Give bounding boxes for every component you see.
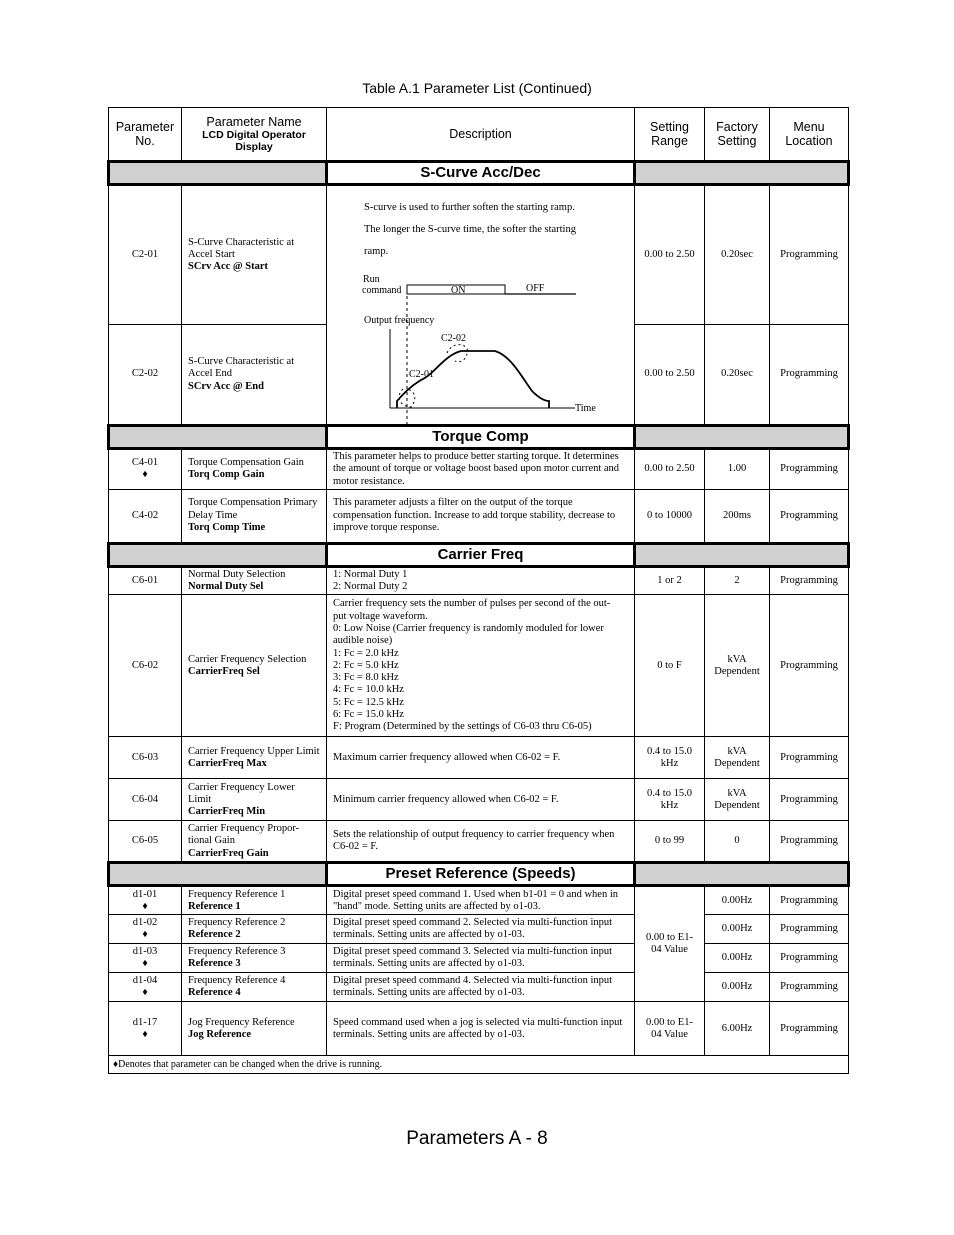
menu-location: Programming — [770, 595, 849, 737]
factory-setting: 0.00Hz — [705, 915, 770, 944]
section-row-torque — [109, 426, 849, 449]
param-no: d1-03 ♦ — [109, 944, 182, 973]
scurve-diagram-cell: S-curve is used to further soften the starting ramp. The longer the S-curve time, the softer the starting ramp. Run command ON OFF Output frequency Time C2-02 C2-01 — [327, 185, 635, 426]
menu-location: Programming — [770, 821, 849, 863]
description: This parameter adjusts a filter on the output of the torque compensation function. Increase to add torque stability, decrease to improve torque response. — [327, 489, 635, 543]
header-param-name-sub: LCD Digital Operator Display — [202, 129, 306, 153]
section-title-carrier: Carrier Freq — [327, 543, 635, 566]
param-display: Jog Reference — [188, 1028, 252, 1040]
param-display: CarrierFreq Max — [188, 757, 267, 769]
description: Digital preset speed command 2. Selected via multi-function input terminals. Setting units are affected by o1-03. — [327, 915, 635, 944]
menu-location: Programming — [770, 566, 849, 595]
menu-location: Programming — [770, 944, 849, 973]
table-row — [109, 944, 849, 973]
menu-location: Programming — [770, 489, 849, 543]
description: 1: Normal Duty 1 2: Normal Duty 2 — [327, 566, 635, 595]
header-setting-range: Setting Range — [635, 108, 705, 162]
param-no: C6-02 — [109, 595, 182, 737]
run-change-mark: ♦ — [142, 900, 148, 912]
header-row — [109, 108, 849, 162]
factory-setting: 0.00Hz — [705, 944, 770, 973]
param-no: d1-02 ♦ — [109, 915, 182, 944]
param-name: Normal Duty Selection Normal Duty Sel — [182, 566, 327, 595]
param-display: Torq Comp Time — [188, 522, 266, 534]
page-footer: Parameters A - 8 — [406, 1128, 548, 1149]
menu-location: Programming — [770, 185, 849, 325]
section-row-preset — [109, 863, 849, 886]
setting-range: 0 to F — [635, 595, 705, 737]
param-no: C6-05 — [109, 821, 182, 863]
diagram-run-label: Run — [363, 274, 380, 285]
description: Carrier frequency sets the number of pulses per second of the out- put voltage waveform. 0: Low Noise (Carrier frequency is randomly moduled for lower audible noise) 1: Fc = 2.0 kHz 2: Fc = 5.0 kHz 3: Fc = 8.0 kHz 4: Fc = 10.0 kHz 5: Fc = 12.5 kHz 6: Fc = 15.0 kHz F: Program (Determined by the settings of C6-03 thru C6-05) — [327, 595, 635, 737]
diagram-on-label: ON — [451, 285, 466, 296]
footnote: ♦Denotes that parameter can be changed when the drive is running. — [109, 1056, 849, 1074]
param-no: d1-04 ♦ — [109, 973, 182, 1002]
description: This parameter helps to produce better starting torque. It determines the amount of torque or voltage boost based upon motor current and motor resistance. — [327, 449, 635, 490]
factory-setting: 0 — [705, 821, 770, 863]
menu-location: Programming — [770, 325, 849, 426]
diagram-c2-02-label: C2-02 — [441, 333, 466, 344]
param-name: S-Curve Characteristic at Accel Start SCrv Acc @ Start — [182, 185, 327, 325]
header-param-name-label: Parameter Name — [206, 115, 302, 129]
param-name: Carrier Frequency Selection CarrierFreq Sel — [182, 595, 327, 737]
factory-setting: kVA Dependent — [705, 737, 770, 779]
header-menu-location: Menu Location — [770, 108, 849, 162]
param-name: Carrier Frequency Propor-tional Gain CarrierFreq Gain — [182, 821, 327, 863]
table-row — [109, 489, 849, 543]
description: Maximum carrier frequency allowed when C6-02 = F. — [327, 737, 635, 779]
setting-range: 0.4 to 15.0 kHz — [635, 737, 705, 779]
diagram-c2-01-label: C2-01 — [409, 369, 434, 380]
table-caption: Table A.1 Parameter List (Continued) — [362, 80, 592, 96]
table-row — [109, 886, 849, 915]
param-no: C2-01 — [109, 185, 182, 325]
param-display: Reference 1 — [188, 900, 241, 912]
param-name: Frequency Reference 1 Reference 1 — [182, 886, 327, 915]
param-name: Carrier Frequency Upper Limit CarrierFreq Max — [182, 737, 327, 779]
param-display: SCrv Acc @ End — [188, 380, 264, 392]
setting-range: 0.00 to E1-04 Value — [635, 886, 705, 1002]
setting-range: 0.4 to 15.0 kHz — [635, 779, 705, 821]
header-param-no: Parameter No. — [109, 108, 182, 162]
run-change-mark: ♦ — [142, 987, 148, 999]
menu-location: Programming — [770, 1002, 849, 1056]
factory-setting: kVA Dependent — [705, 779, 770, 821]
section-title-preset: Preset Reference (Speeds) — [327, 863, 635, 886]
param-no: d1-01 ♦ — [109, 886, 182, 915]
diagram-command-label: command — [362, 285, 402, 296]
table-row — [109, 449, 849, 490]
header-factory-setting: Factory Setting — [705, 108, 770, 162]
factory-setting: 0.00Hz — [705, 886, 770, 915]
run-change-mark: ♦ — [142, 929, 148, 941]
menu-location: Programming — [770, 779, 849, 821]
description: Minimum carrier frequency allowed when C6-02 = F. — [327, 779, 635, 821]
section-title-torque: Torque Comp — [327, 426, 635, 449]
table-row — [109, 185, 849, 325]
setting-range: 0.00 to 2.50 — [635, 325, 705, 426]
factory-setting: 0.20sec — [705, 185, 770, 325]
table-row — [109, 1002, 849, 1056]
param-name: Torque Compensation Gain Torq Comp Gain — [182, 449, 327, 490]
run-change-mark: ♦ — [142, 958, 148, 970]
diagram-time-label: Time — [575, 403, 596, 414]
table-row — [109, 779, 849, 821]
param-display: CarrierFreq Gain — [188, 847, 269, 859]
factory-setting: 2 — [705, 566, 770, 595]
param-name: Frequency Reference 3 Reference 3 — [182, 944, 327, 973]
param-display: CarrierFreq Sel — [188, 665, 260, 677]
section-title-scurve: S-Curve Acc/Dec — [327, 162, 635, 185]
factory-setting: 200ms — [705, 489, 770, 543]
setting-range: 0.00 to E1-04 Value — [635, 1002, 705, 1056]
table-row — [109, 973, 849, 1002]
factory-setting: kVA Dependent — [705, 595, 770, 737]
param-display: Normal Duty Sel — [188, 581, 264, 593]
param-name: Frequency Reference 4 Reference 4 — [182, 973, 327, 1002]
factory-setting: 6.00Hz — [705, 1002, 770, 1056]
description: Sets the relationship of output frequency to carrier frequency when C6-02 = F. — [327, 821, 635, 863]
header-param-name — [182, 108, 327, 162]
footnote-row — [109, 1056, 849, 1074]
table-row — [109, 915, 849, 944]
param-no: C6-03 — [109, 737, 182, 779]
diagram-output-frequency-label: Output frequency — [364, 315, 435, 326]
param-no: d1-17 ♦ — [109, 1002, 182, 1056]
description: Digital preset speed command 3. Selected via multi-function input terminals. Setting units are affected by o1-03. — [327, 944, 635, 973]
factory-setting: 0.00Hz — [705, 973, 770, 1002]
param-no: C6-01 — [109, 566, 182, 595]
setting-range: 1 or 2 — [635, 566, 705, 595]
factory-setting: 0.20sec — [705, 325, 770, 426]
setting-range: 0 to 10000 — [635, 489, 705, 543]
menu-location: Programming — [770, 449, 849, 490]
section-row-carrier — [109, 543, 849, 566]
param-no: C4-01 ♦ — [109, 449, 182, 490]
scurve-diagram — [327, 186, 635, 426]
run-change-mark: ♦ — [142, 469, 148, 481]
section-row-scurve — [109, 162, 849, 185]
factory-setting: 1.00 — [705, 449, 770, 490]
menu-location: Programming — [770, 886, 849, 915]
param-display: Torq Comp Gain — [188, 469, 265, 481]
setting-range: 0.00 to 2.50 — [635, 185, 705, 325]
menu-location: Programming — [770, 973, 849, 1002]
param-display: Reference 2 — [188, 929, 241, 941]
param-name: Torque Compensation Primary Delay Time Torq Comp Time — [182, 489, 327, 543]
param-no: C6-04 — [109, 779, 182, 821]
description: Speed command used when a jog is selected via multi-function input terminals. Setting units are affected by o1-03. — [327, 1002, 635, 1056]
param-name: Carrier Frequency Lower Limit CarrierFreq Min — [182, 779, 327, 821]
parameter-table — [107, 107, 850, 1074]
table-row — [109, 566, 849, 595]
param-display: Reference 3 — [188, 958, 241, 970]
setting-range: 0 to 99 — [635, 821, 705, 863]
run-change-mark: ♦ — [142, 1028, 148, 1040]
menu-location: Programming — [770, 915, 849, 944]
param-no: C2-02 — [109, 325, 182, 426]
param-name: S-Curve Characteristic at Accel End SCrv Acc @ End — [182, 325, 327, 426]
description: Digital preset speed command 1. Used when b1-01 = 0 and when in "hand" mode. Setting units are affected by o1-03. — [327, 886, 635, 915]
param-display: Reference 4 — [188, 987, 241, 999]
param-name: Frequency Reference 2 Reference 2 — [182, 915, 327, 944]
table-row — [109, 821, 849, 863]
description: Digital preset speed command 4. Selected via multi-function input terminals. Setting units are affected by o1-03. — [327, 973, 635, 1002]
param-name: Jog Frequency Reference Jog Reference — [182, 1002, 327, 1056]
table-row — [109, 595, 849, 737]
table-row — [109, 737, 849, 779]
menu-location: Programming — [770, 737, 849, 779]
setting-range: 0.00 to 2.50 — [635, 449, 705, 490]
header-description: Description — [327, 108, 635, 162]
param-no: C4-02 — [109, 489, 182, 543]
param-display: CarrierFreq Min — [188, 806, 266, 818]
param-display: SCrv Acc @ Start — [188, 261, 269, 273]
diagram-off-label: OFF — [526, 283, 545, 294]
